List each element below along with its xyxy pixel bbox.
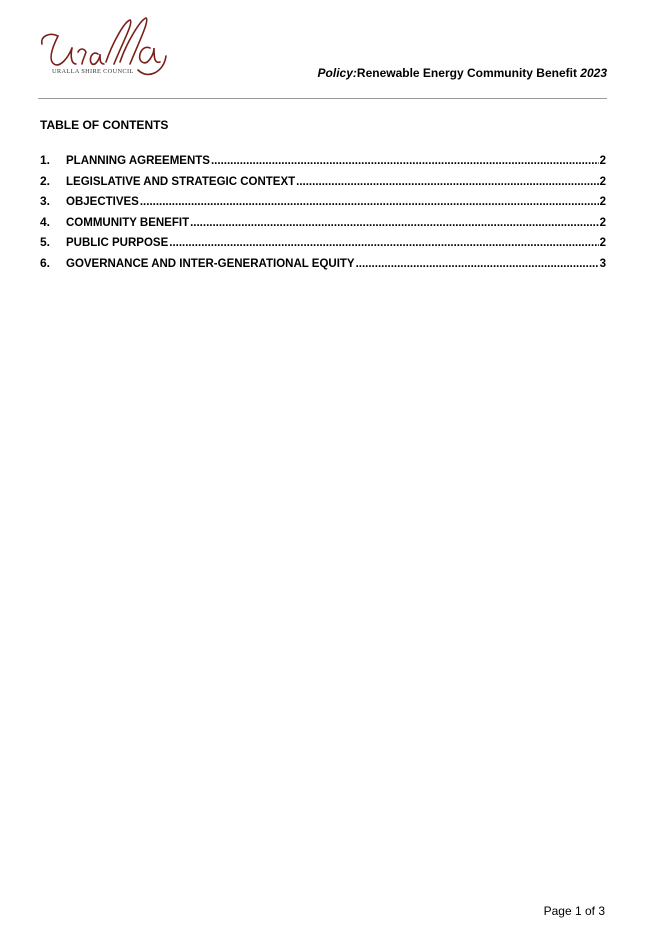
toc-entry-title: PUBLIC PURPOSE	[66, 237, 169, 250]
toc-dot-leader	[190, 217, 599, 229]
toc-entry-page: 2	[599, 196, 606, 209]
toc-heading: TABLE OF CONTENTS	[40, 118, 169, 132]
toc-entry-number: 3.	[40, 194, 51, 209]
toc-entry-page: 2	[599, 237, 606, 250]
toc-entry-title: GOVERNANCE AND INTER-GENERATIONAL EQUITY	[66, 257, 355, 270]
toc-entry-number: 2.	[40, 173, 51, 188]
toc-dot-leader	[356, 258, 599, 270]
toc-entry[interactable]	[40, 153, 606, 174]
table-of-contents	[40, 153, 606, 277]
toc-entry-number: 6.	[40, 255, 51, 270]
logo-subtitle: URALLA SHIRE COUNCIL	[52, 68, 134, 75]
toc-dot-leader	[296, 176, 598, 188]
toc-entry-number: 1.	[40, 153, 51, 167]
toc-entry-page: 2	[599, 155, 606, 167]
toc-dot-leader	[169, 237, 598, 249]
policy-title: Renewable Energy Community Benefit	[356, 66, 577, 80]
toc-entry-page: 2	[599, 175, 606, 188]
toc-entry[interactable]	[40, 235, 606, 256]
toc-entry[interactable]	[40, 215, 606, 236]
policy-header	[318, 66, 607, 80]
page-number: Page 1 of 3	[543, 904, 605, 918]
header-divider	[38, 98, 607, 99]
toc-entry[interactable]	[40, 174, 606, 195]
toc-entry[interactable]	[40, 194, 606, 215]
toc-entry-number: 4.	[40, 214, 51, 229]
uralla-shire-council-logo	[38, 14, 172, 84]
policy-label: Policy:	[317, 66, 357, 80]
toc-entry-number: 5.	[40, 235, 51, 250]
toc-dot-leader	[140, 196, 599, 208]
toc-entry-title: OBJECTIVES	[66, 196, 139, 209]
toc-entry-title: LEGISLATIVE AND STRATEGIC CONTEXT	[66, 175, 296, 188]
toc-entry-page: 3	[599, 257, 606, 270]
toc-entry-title: COMMUNITY BENEFIT	[66, 216, 190, 229]
toc-dot-leader	[211, 155, 599, 167]
toc-entry-title: PLANNING AGREEMENTS	[66, 155, 210, 167]
policy-year: 2023	[580, 66, 607, 80]
toc-entry-page: 2	[599, 216, 606, 229]
toc-entry[interactable]	[40, 256, 606, 277]
